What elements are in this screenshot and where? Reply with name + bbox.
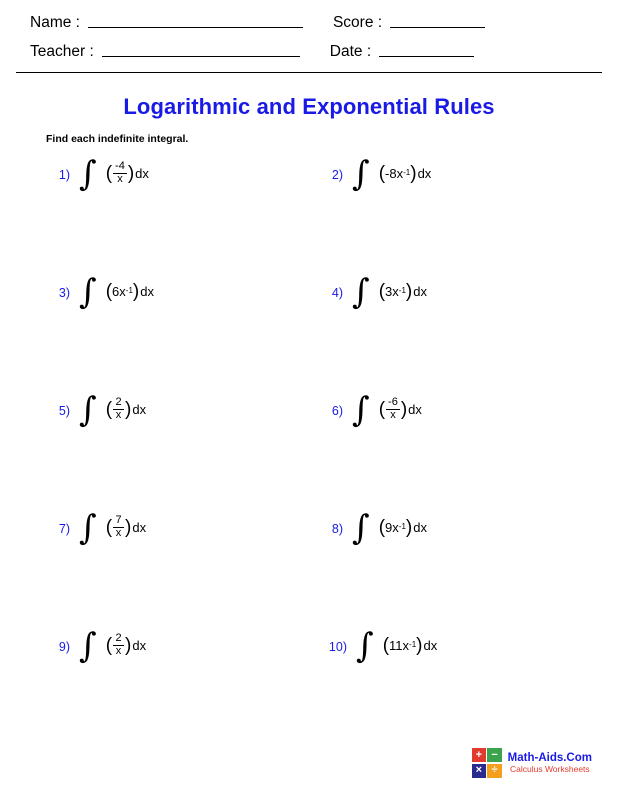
problem-number: 10) [328, 640, 347, 654]
differential: dx [413, 519, 427, 535]
right-paren: ) [125, 516, 132, 538]
left-paren: ( [105, 634, 113, 656]
fraction-denominator: x [115, 526, 122, 539]
fraction-numerator: -6 [388, 396, 398, 409]
differential: dx [408, 401, 422, 417]
integral-icon: ∫ [352, 390, 370, 430]
integral-icon: ∫ [352, 154, 370, 194]
header-row-name [30, 14, 588, 32]
date-input-line[interactable] [379, 56, 474, 57]
score-label: Score : [332, 14, 383, 31]
score-input-line[interactable] [390, 27, 485, 28]
integral-icon: ∫ [79, 272, 97, 312]
left-paren: ( [105, 280, 113, 302]
fraction-numerator: -4 [115, 160, 125, 173]
divide-icon: ÷ [487, 764, 501, 778]
problem-expression [356, 626, 438, 666]
problem-item[interactable] [44, 627, 317, 745]
integral-icon: ∫ [79, 154, 97, 194]
teacher-label: Teacher : [30, 43, 94, 60]
fraction [386, 397, 400, 421]
fraction-denominator: x [115, 408, 122, 421]
footer-brand: Math-Aids.Com [507, 751, 592, 764]
left-paren: ( [378, 398, 386, 420]
problem-expression [352, 272, 427, 312]
coefficient-term: 6x [112, 283, 126, 299]
left-paren: ( [378, 280, 386, 302]
integral-icon: ∫ [79, 390, 97, 430]
problem-number: 4) [331, 286, 343, 300]
coefficient-term: -8x [385, 165, 404, 181]
problem-number: 5) [58, 404, 70, 418]
problem-number: 2) [331, 168, 343, 182]
footer-logo[interactable] [472, 748, 592, 778]
fraction [113, 515, 124, 539]
fraction-denominator: x [390, 408, 396, 421]
integrand [106, 161, 149, 185]
right-paren: ) [132, 280, 140, 302]
left-paren: ( [105, 162, 113, 184]
differential: dx [132, 519, 147, 535]
integrand [106, 633, 146, 657]
header-row-teacher [30, 43, 588, 61]
coefficient-term: 3x [385, 283, 399, 299]
problem-expression [79, 154, 149, 194]
integrand [106, 397, 146, 421]
integrand: ( 6x -1 ) dx [105, 280, 154, 302]
problem-expression [352, 390, 422, 430]
teacher-input-line[interactable] [102, 56, 300, 57]
date-label: Date : [329, 43, 372, 60]
differential: dx [140, 283, 154, 299]
footer-text [508, 752, 592, 775]
fraction-numerator: 7 [115, 514, 122, 527]
problem-item[interactable] [44, 155, 317, 273]
left-paren: ( [105, 516, 113, 538]
problem-number: 7) [58, 522, 70, 536]
right-paren: ) [127, 162, 135, 184]
problem-row [44, 627, 590, 745]
name-input-line[interactable] [88, 27, 303, 28]
minus-icon: − [487, 748, 501, 762]
problem-expression [79, 390, 147, 430]
problem-item[interactable] [317, 273, 590, 391]
differential: dx [132, 637, 147, 653]
footer-subtitle: Calculus Worksheets [509, 763, 590, 774]
integral-icon: ∫ [356, 626, 374, 666]
integrand: ( 9x -1 ) dx [378, 516, 427, 538]
problem-expression [79, 508, 147, 548]
integral-icon: ∫ [352, 272, 370, 312]
differential: dx [132, 401, 147, 417]
integrand: ( -8x -1 ) dx [378, 162, 432, 184]
problem-number: 3) [58, 286, 70, 300]
problem-row [44, 509, 590, 627]
right-paren: ) [125, 398, 132, 420]
problem-item[interactable] [317, 391, 590, 509]
problem-number: 6) [331, 404, 343, 418]
integral-icon: ∫ [79, 626, 97, 666]
problem-expression [79, 626, 147, 666]
fraction-numerator: 2 [115, 396, 122, 409]
problem-item[interactable] [44, 509, 317, 627]
right-paren: ) [125, 634, 132, 656]
problem-row [44, 155, 590, 273]
fraction [113, 397, 124, 421]
problem-expression [79, 272, 154, 312]
fraction [113, 633, 124, 657]
problem-row [44, 391, 590, 509]
page-title: Logarithmic and Exponential Rules [123, 94, 495, 119]
right-paren: ) [410, 162, 417, 184]
problem-expression [352, 508, 427, 548]
integrand [106, 515, 146, 539]
problem-expression [352, 154, 432, 194]
problem-item[interactable] [317, 155, 590, 273]
right-paren: ) [400, 398, 408, 420]
header-divider [16, 72, 602, 73]
differential: dx [423, 637, 438, 653]
problem-item[interactable] [44, 273, 317, 391]
fraction-numerator: 2 [115, 632, 122, 645]
problem-number: 8) [331, 522, 343, 536]
instructions-text: Find each indefinite integral. [46, 133, 189, 145]
problem-row [44, 273, 590, 391]
integrand: ( 11x -1 ) dx [382, 634, 438, 656]
left-paren: ( [378, 162, 386, 184]
math-aids-logo-icon [472, 748, 502, 778]
fraction-denominator: x [115, 644, 122, 657]
plus-icon: + [472, 748, 486, 762]
differential: dx [135, 165, 149, 181]
problem-item[interactable] [44, 391, 317, 509]
left-paren: ( [378, 516, 386, 538]
differential: dx [413, 283, 427, 299]
integrand: ( 3x -1 ) dx [378, 280, 427, 302]
right-paren: ) [416, 634, 423, 656]
name-label: Name : [30, 14, 80, 31]
integral-icon: ∫ [352, 508, 370, 548]
problem-number: 9) [58, 640, 70, 654]
problem-grid [0, 155, 618, 745]
coefficient-term: 11x [389, 637, 410, 653]
problem-item[interactable] [317, 509, 590, 627]
worksheet-header [0, 0, 618, 61]
integrand [379, 397, 422, 421]
times-icon: × [472, 764, 486, 778]
right-paren: ) [405, 280, 413, 302]
fraction-denominator: x [117, 172, 123, 185]
differential: dx [417, 165, 432, 181]
fraction [113, 161, 127, 185]
integral-icon: ∫ [79, 508, 97, 548]
left-paren: ( [105, 398, 113, 420]
problem-number: 1) [58, 168, 70, 182]
coefficient-term: 9x [385, 519, 399, 535]
problem-item[interactable] [317, 627, 590, 745]
left-paren: ( [382, 634, 390, 656]
right-paren: ) [405, 516, 413, 538]
